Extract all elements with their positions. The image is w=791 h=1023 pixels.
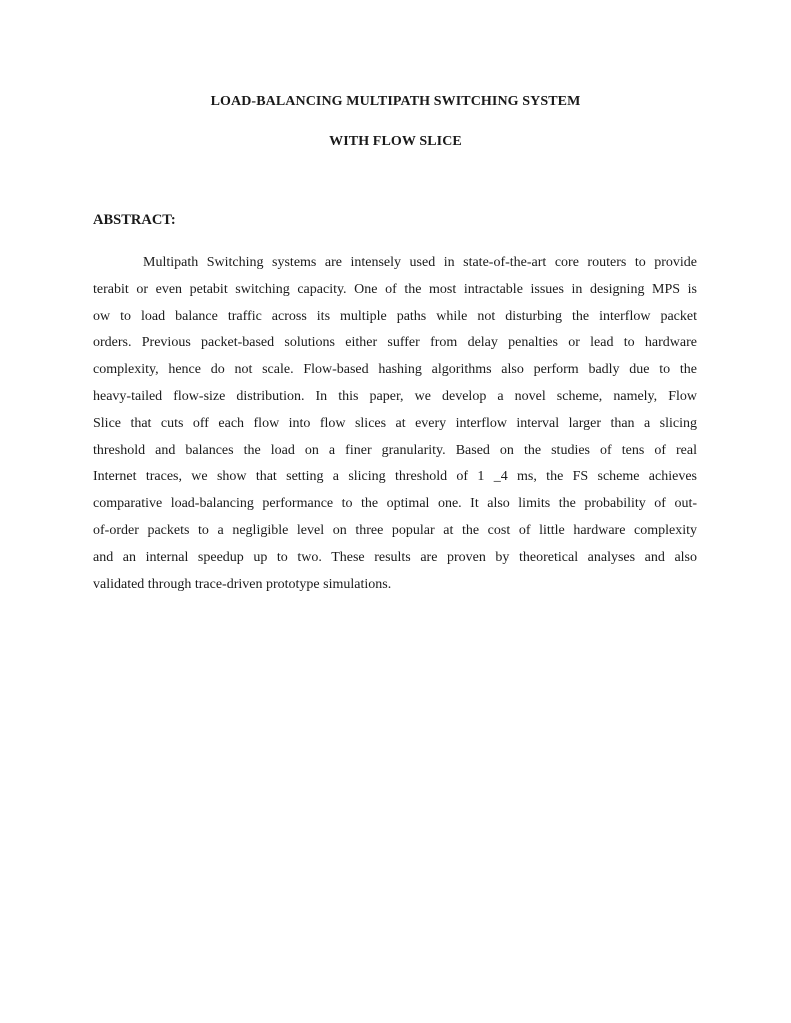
document-title-line-1: LOAD-BALANCING MULTIPATH SWITCHING SYSTEM [210,94,581,109]
abstract-line: terabit or even petabit switching capacity. One of the most intractable issues in designing MPS is [93,281,697,297]
abstract-line: complexity, hence do not scale. Flow-based hashing algorithms also perform badly due to the [93,362,697,378]
abstract-line: and an internal speedup up to two. These results are proven by theoretical analyses and also [93,549,697,565]
abstract-line: comparative load-balancing performance to the optimal one. It also limits the probability of out- [93,496,697,512]
abstract-line: orders. Previous packet-based solutions either suffer from delay penalties or lead to hardware [93,335,697,351]
abstract-line: of-order packets to a negligible level on three popular at the cost of little hardware complexity [93,522,697,538]
abstract-line: validated through trace-driven prototype simulations. [93,576,392,592]
abstract-line: threshold and balances the load on a finer granularity. Based on the studies of tens of real [93,442,697,458]
document-title-line-2: WITH FLOW SLICE [329,134,462,149]
abstract-line: ow to load balance traffic across its multiple paths while not disturbing the interflow packet [93,308,697,324]
abstract-line: heavy-tailed flow-size distribution. In this paper, we develop a novel scheme, namely, Flow [93,388,697,404]
abstract-paragraph [93,250,697,598]
abstract-line: Slice that cuts off each flow into flow slices at every interflow interval larger than a slicing [93,415,697,431]
abstract-line: Internet traces, we show that setting a slicing threshold of 1 _4 ms, the FS scheme achieves [93,469,697,485]
abstract-line: Multipath Switching systems are intensely used in state-of-the-art core routers to provide [143,255,697,270]
abstract-heading: ABSTRACT: [93,212,176,228]
